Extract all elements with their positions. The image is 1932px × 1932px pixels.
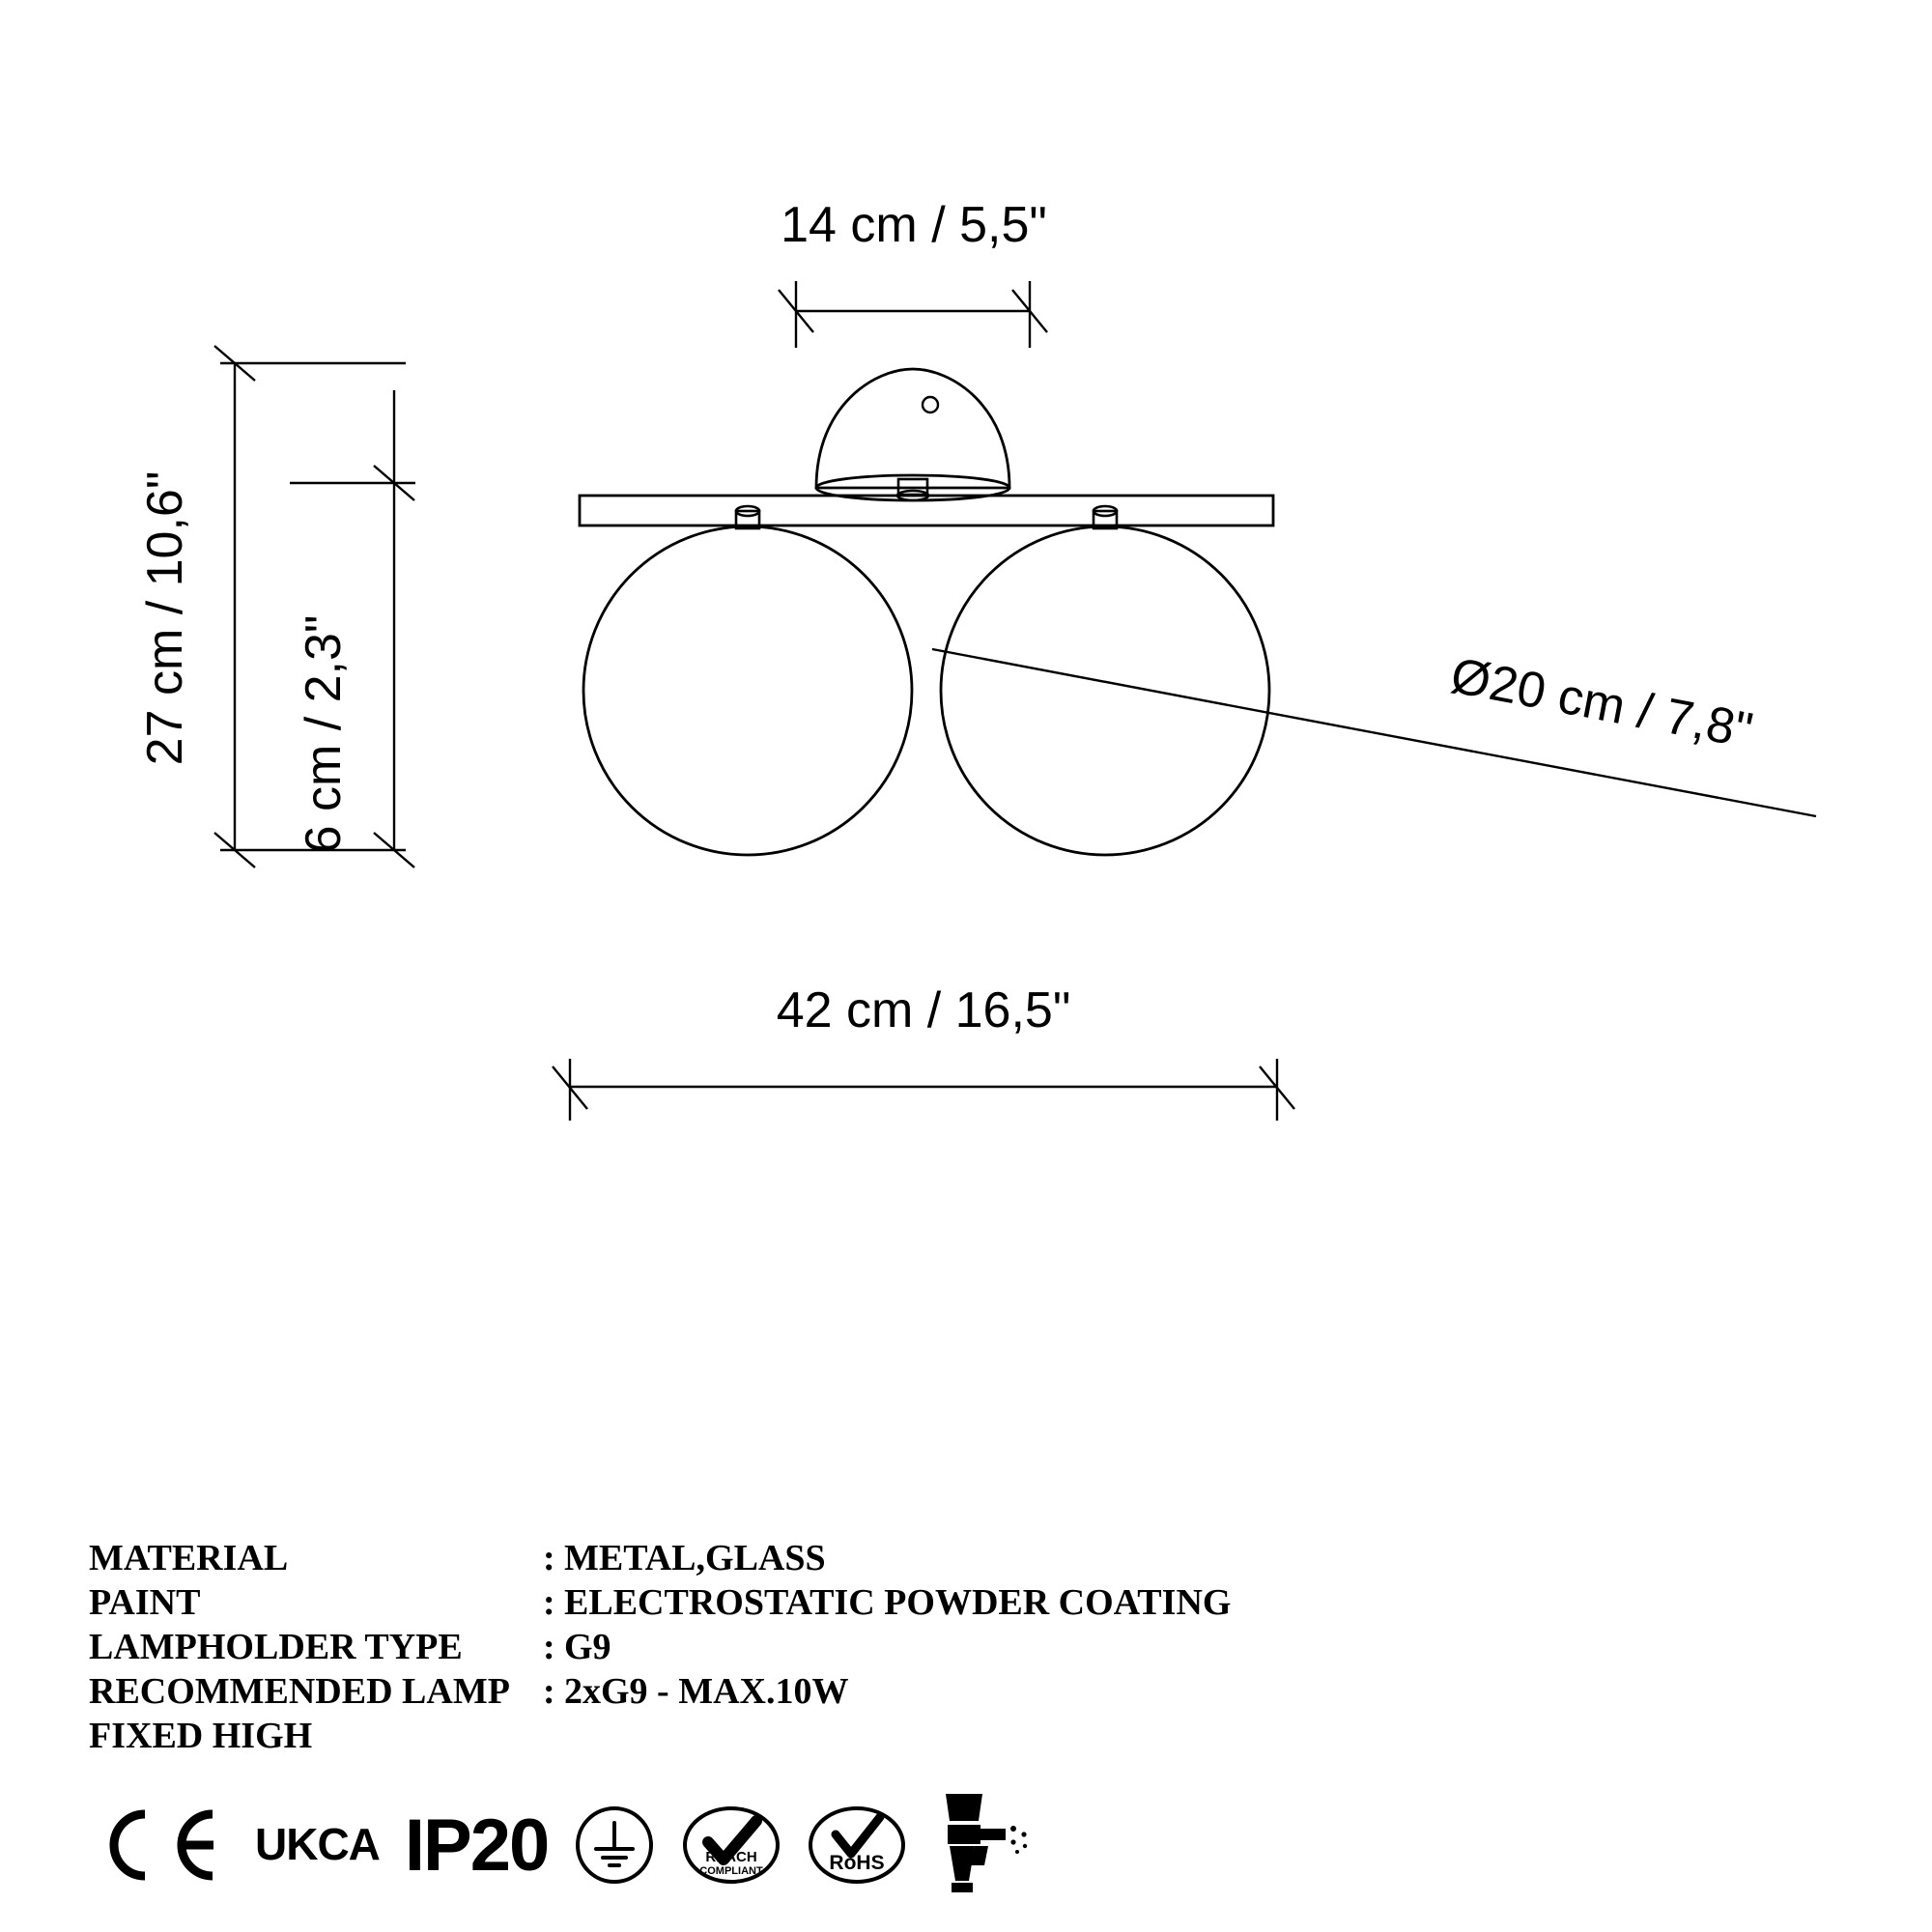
reach-line-2: COMPLIANT [699, 1865, 763, 1877]
spec-key: PAINT [89, 1582, 201, 1623]
certification-row [85, 1792, 1038, 1898]
reach-compliant-icon [681, 1804, 781, 1887]
spec-colon: : [543, 1671, 555, 1712]
label-bar-height: 6 cm / 2,3" [296, 614, 352, 854]
spec-row-paint [89, 1580, 1231, 1625]
right-glass-globe [941, 526, 1269, 855]
spec-row-fixed-high [89, 1714, 1231, 1758]
earth-ground-icon [573, 1804, 656, 1887]
specification-list [89, 1536, 1231, 1758]
canopy-stem [897, 479, 928, 500]
ukca-line-2: CA [317, 1819, 380, 1870]
label-globe-diameter: Ø20 cm / 7,8" [1446, 647, 1757, 760]
spec-value: 2xG9 - MAX.10W [564, 1671, 849, 1712]
spec-key: LAMPHOLDER TYPE [89, 1627, 463, 1667]
spec-colon: : [543, 1627, 555, 1667]
left-glass-globe [583, 526, 912, 855]
spec-value: METAL,GLASS [564, 1538, 826, 1578]
spec-key: FIXED HIGH [89, 1716, 313, 1756]
spray-gun-icon [932, 1792, 1038, 1898]
spec-key: MATERIAL [89, 1538, 289, 1578]
reach-line-1: REACH [705, 1849, 757, 1865]
spec-row-recommended-lamp [89, 1669, 1231, 1714]
spec-value: G9 [564, 1627, 611, 1667]
dimension-total-width [553, 1059, 1294, 1121]
label-canopy-width: 14 cm / 5,5" [781, 197, 1047, 253]
spec-row-material [89, 1536, 1231, 1580]
lamp-canopy [816, 369, 1009, 500]
ce-mark-icon [85, 1801, 230, 1889]
ukca-mark-icon [255, 1819, 380, 1870]
spec-colon: : [543, 1538, 555, 1578]
ukca-line-1: UK [255, 1819, 318, 1870]
label-total-width: 42 cm / 16,5" [776, 982, 1071, 1038]
ip-rating-label: IP20 [404, 1804, 549, 1887]
rohs-icon [807, 1804, 907, 1887]
spec-key: RECOMMENDED LAMP [89, 1671, 510, 1712]
spec-row-lampholder-type [89, 1625, 1231, 1669]
dimension-canopy-width [779, 281, 1047, 348]
label-total-height: 27 cm / 10,6" [137, 470, 193, 766]
rohs-label: RoHS [829, 1852, 885, 1874]
spec-value: ELECTROSTATIC POWDER COATING [564, 1582, 1232, 1623]
spec-colon: : [543, 1582, 555, 1623]
